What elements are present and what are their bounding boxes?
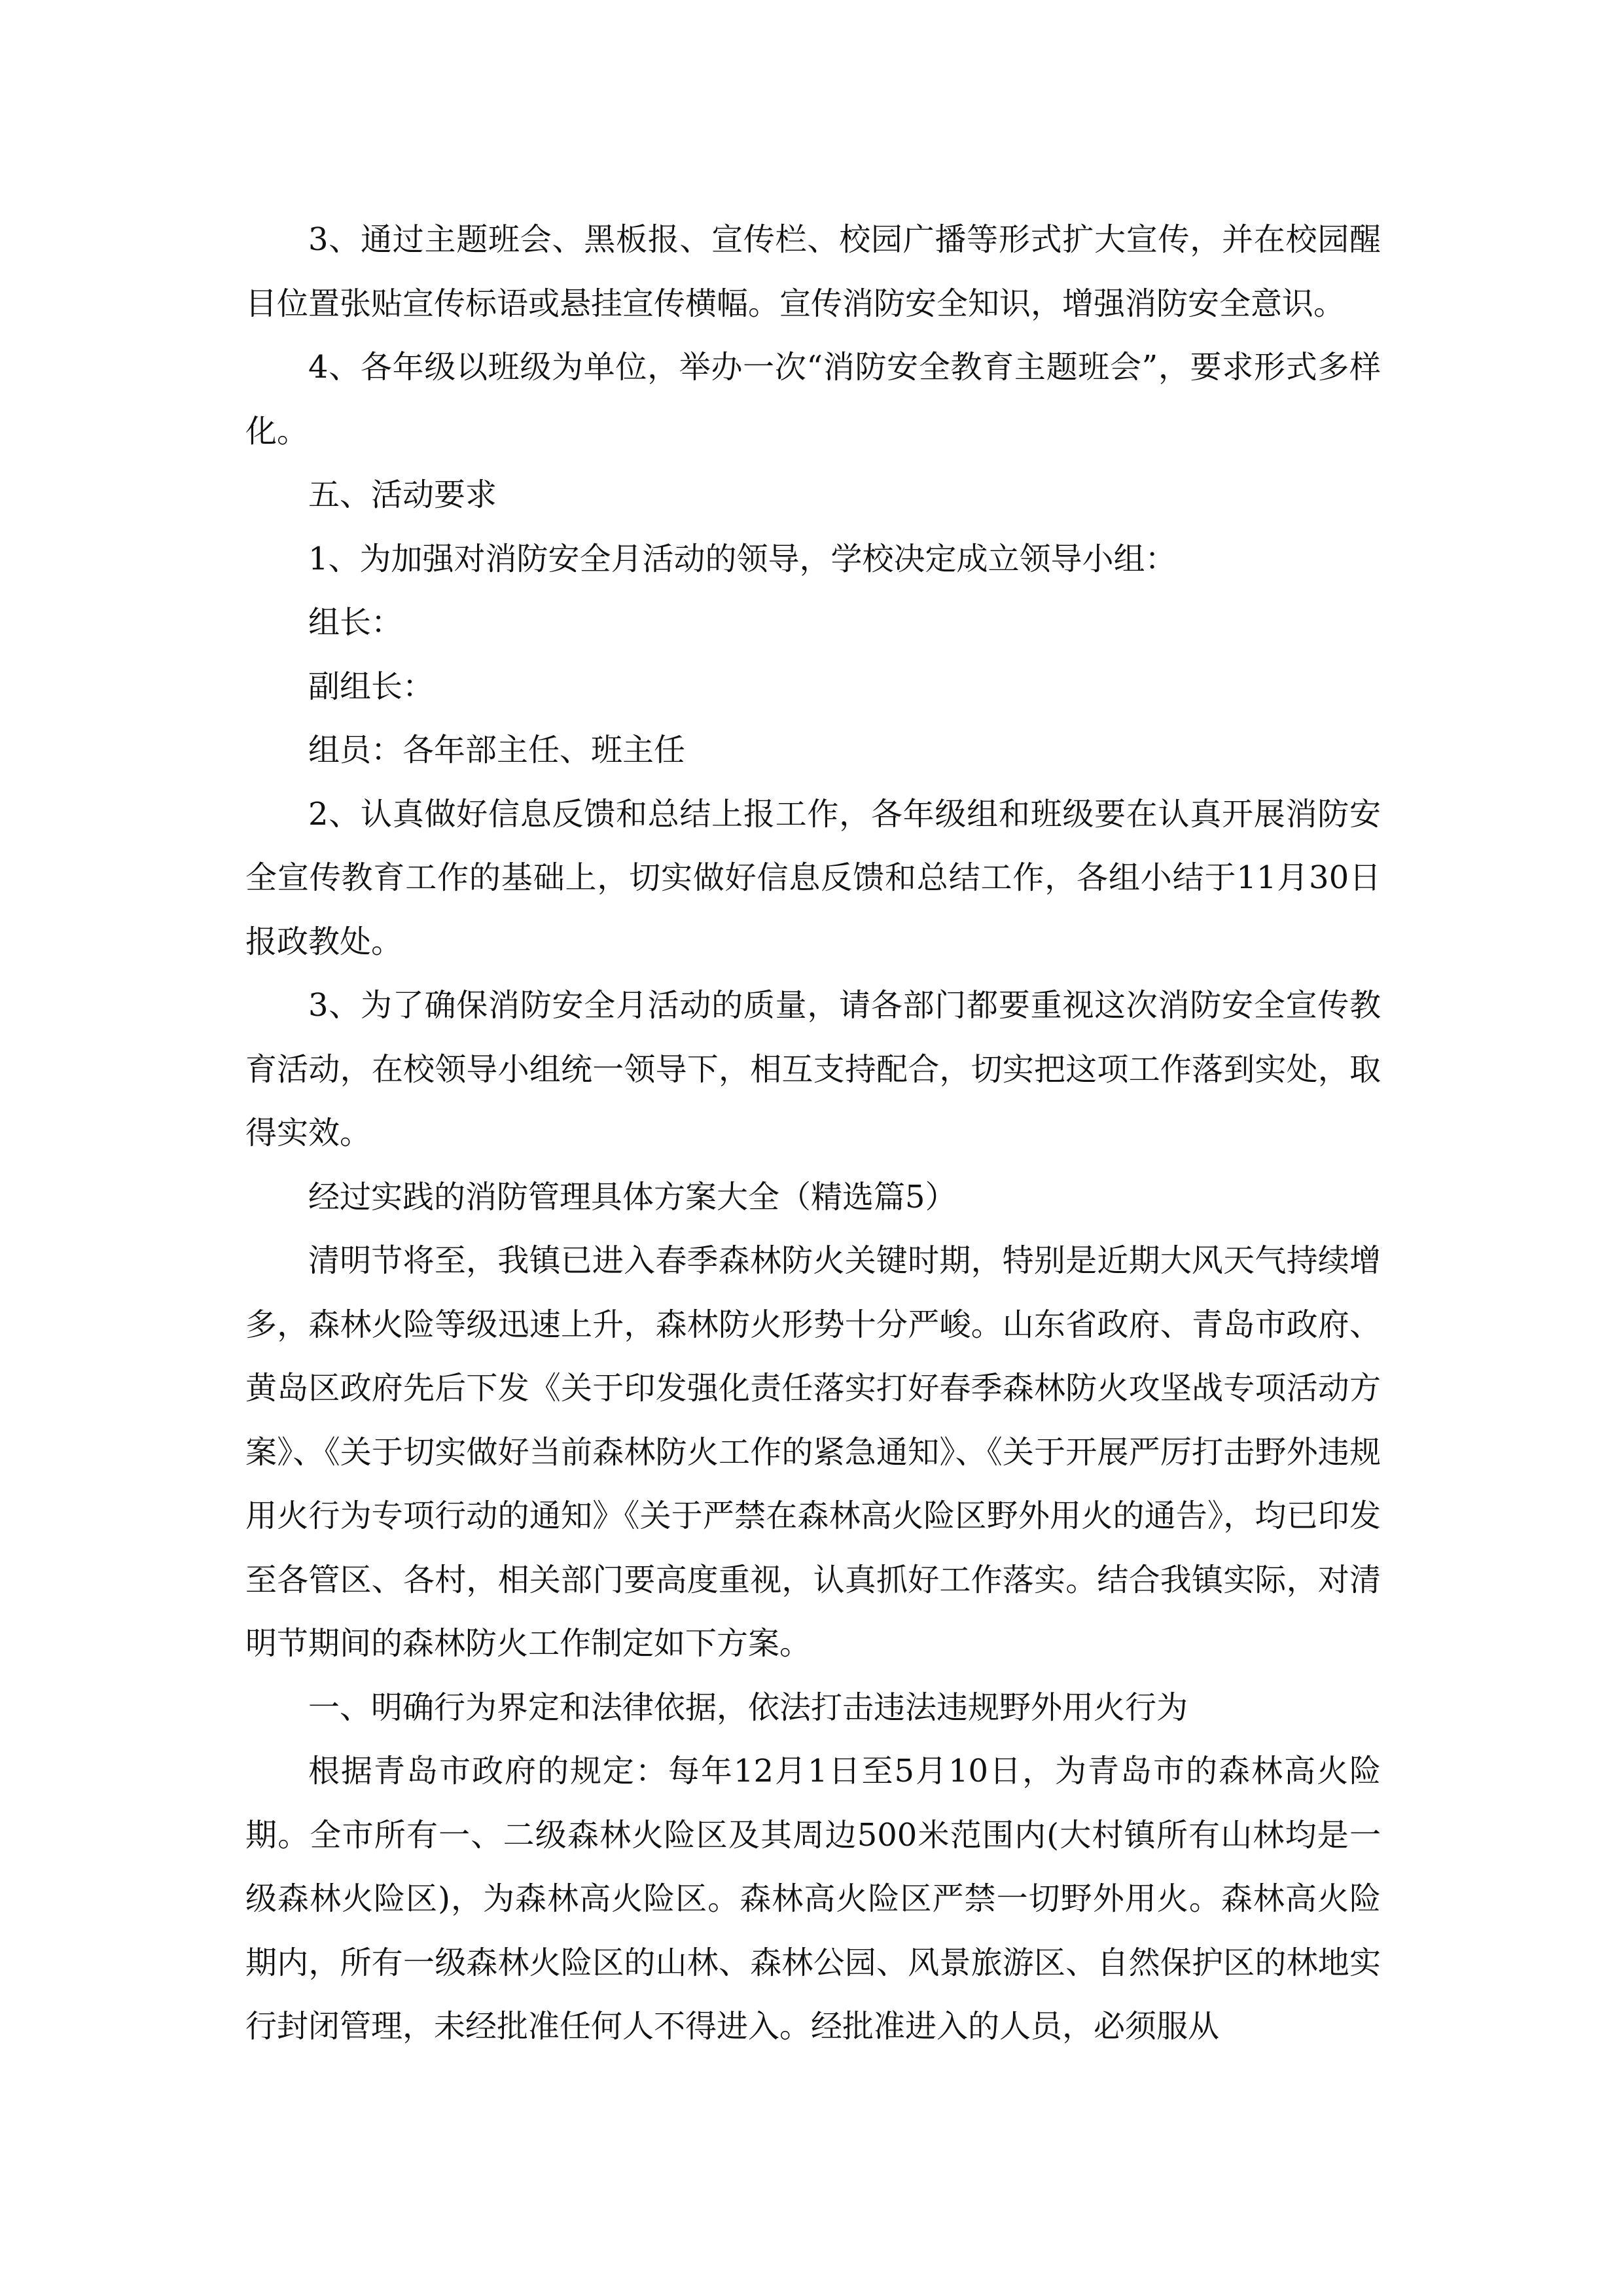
- section-heading-activity-requirements: 五、活动要求: [308, 476, 497, 513]
- paragraph-quality-assurance: 3、为了确保消防安全月活动的质量，请各部门都要重视这次消防安全宣传教育活动，在校领导小组统一领导下，相互支持配合，切实把这项工作落到实处，取得实效。: [245, 987, 1381, 1151]
- article-title-selected-5: 经过实践的消防管理具体方案大全（精选篇5）: [308, 1178, 957, 1215]
- paragraph-group-members: 组员：各年部主任、班主任: [308, 732, 686, 768]
- paragraph-leadership-group: 1、为加强对消防安全月活动的领导，学校决定成立领导小组：: [308, 540, 1177, 577]
- paragraph-high-fire-risk-period: 根据青岛市政府的规定：每年12月1日至5月10日，为青岛市的森林高火险期。全市所有一、二级森林火险区及其周边500米范围内(大村镇所有山林均是一级森林火险区)，为森林高火险区。森林高火险区严禁一切野外用火。森林高火险期内，所有一级森林火险区的山林、森林公园、风景旅游区、自然保护区的林地实行封闭管理，未经批准任何人不得进入。经批准进入的人员，必须服从: [245, 1753, 1381, 2045]
- document-page: [245, 208, 1381, 2059]
- paragraph-qingming-intro: 清明节将至，我镇已进入春季森林防火关键时期，特别是近期大风天气持续增多，森林火险等级迅速上升，森林防火形势十分严峻。山东省政府、青岛市政府、黄岛区政府先后下发《关于印发强化责任落实打好春季森林防火攻坚战专项活动方案》、《关于切实做好当前森林防火工作的紧急通知》、《关于开展严厉打击野外违规用火行为专项行动的通知》《关于严禁在森林高火险区野外用火的通告》，均已印发至各管区、各村，相关部门要高度重视，认真抓好工作落实。结合我镇实际，对清明节期间的森林防火工作制定如下方案。: [245, 1242, 1381, 1662]
- paragraph-group-leader: 组长：: [308, 604, 403, 641]
- paragraph-feedback-report: 2、认真做好信息反馈和总结上报工作，各年级组和班级要在认真开展消防安全宣传教育工作的基础上，切实做好信息反馈和总结工作，各组小结于11月30日报政教处。: [245, 795, 1381, 960]
- paragraph-deputy-leader: 副组长：: [308, 668, 435, 705]
- paragraph-item-3-publicity: 3、通过主题班会、黑板报、宣传栏、校园广播等形式扩大宣传，并在校园醒目位置张贴宣传标语或悬挂宣传横幅。宣传消防安全知识，增强消防安全意识。: [245, 221, 1381, 322]
- paragraph-item-4-class-meeting: 4、各年级以班级为单位，举办一次“消防安全教育主题班会”，要求形式多样化。: [245, 349, 1381, 450]
- section-heading-legal-basis: 一、明确行为界定和法律依据，依法打击违法违规野外用火行为: [308, 1689, 1188, 1726]
